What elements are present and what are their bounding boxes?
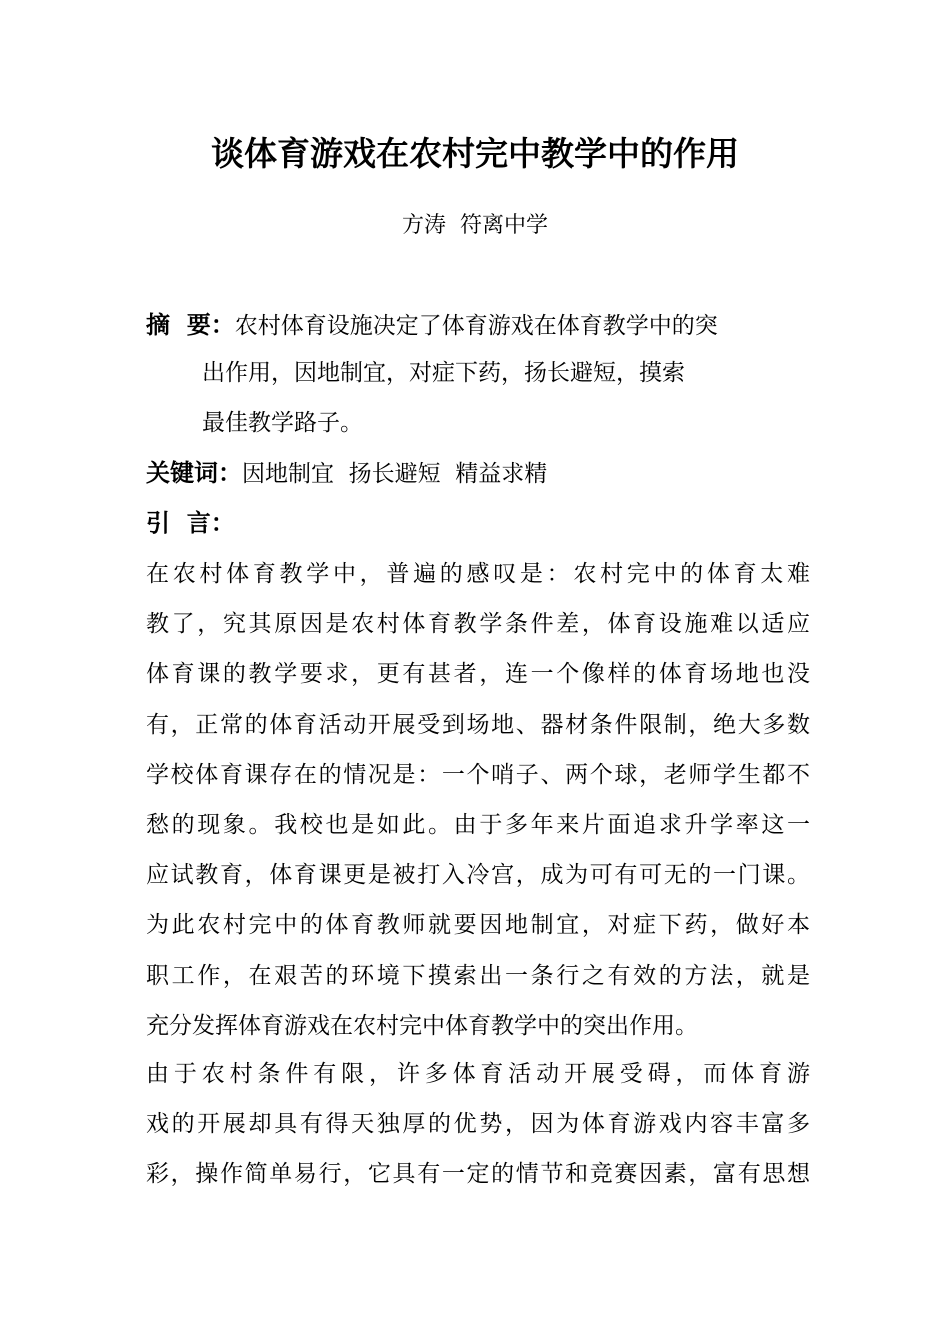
paragraph-2 — [146, 1049, 810, 1200]
abstract-label: 摘 要： — [146, 310, 235, 339]
paragraph-1-line: 教了，究其原因是农村体育教学条件差，体育设施难以适应 — [146, 611, 810, 638]
paragraph-1-line: 学校体育课存在的情况是：一个哨子、两个球，老师学生都不 — [146, 761, 810, 788]
paragraph-2-line: 戏的开展却具有得天独厚的优势，因为体育游戏内容丰富多 — [146, 1111, 810, 1138]
paragraph-1-line: 在农村体育教学中，普遍的感叹是：农村完中的体育太难 — [146, 561, 810, 587]
paragraph-1-line: 职工作，在艰苦的环境下摸索出一条行之有效的方法，就是 — [146, 962, 810, 989]
paragraph-1-line: 为此农村完中的体育教师就要因地制宜，对症下药，做好本 — [146, 912, 810, 939]
paragraph-1-line: 愁的现象。我校也是如此。由于多年来片面追求升学率这一 — [146, 811, 810, 838]
document-title: 谈体育游戏在农村完中教学中的作用 — [211, 134, 739, 173]
paragraph-2-line: 由于农村条件有限，许多体育活动开展受碍，而体育游 — [146, 1061, 810, 1087]
paragraph-2-line: 彩，操作简单易行，它具有一定的情节和竞赛因素，富有思想 — [146, 1161, 810, 1188]
abstract-text-3: 最佳教学路子。 — [202, 410, 363, 436]
keywords-text: 因地制宜 扬长避短 精益求精 — [242, 461, 548, 487]
paragraph-1 — [146, 549, 810, 1051]
intro-heading — [146, 508, 235, 539]
abstract-text-1: 农村体育设施决定了体育游戏在体育教学中的突 — [234, 313, 718, 339]
keywords-line — [146, 458, 547, 489]
paragraph-1-line: 体育课的教学要求，更有甚者，连一个像样的体育场地也没 — [146, 661, 810, 688]
abstract-text-2: 出作用，因地制宜，对症下药，扬长避短，摸索 — [202, 360, 685, 386]
abstract-line-1 — [146, 310, 718, 341]
paragraph-1-line: 充分发挥体育游戏在农村完中体育教学中的突出作用。 — [146, 1012, 698, 1039]
author-line: 方涛 符离中学 — [402, 213, 548, 238]
paragraph-1-line: 有，正常的体育活动开展受到场地、器材条件限制，绝大多数 — [146, 711, 810, 738]
paragraph-1-line: 应试教育，体育课更是被打入冷宫，成为可有可无的一门课。 — [146, 862, 810, 889]
intro-label: 引 言： — [146, 508, 235, 537]
keywords-label: 关键词： — [146, 458, 242, 487]
